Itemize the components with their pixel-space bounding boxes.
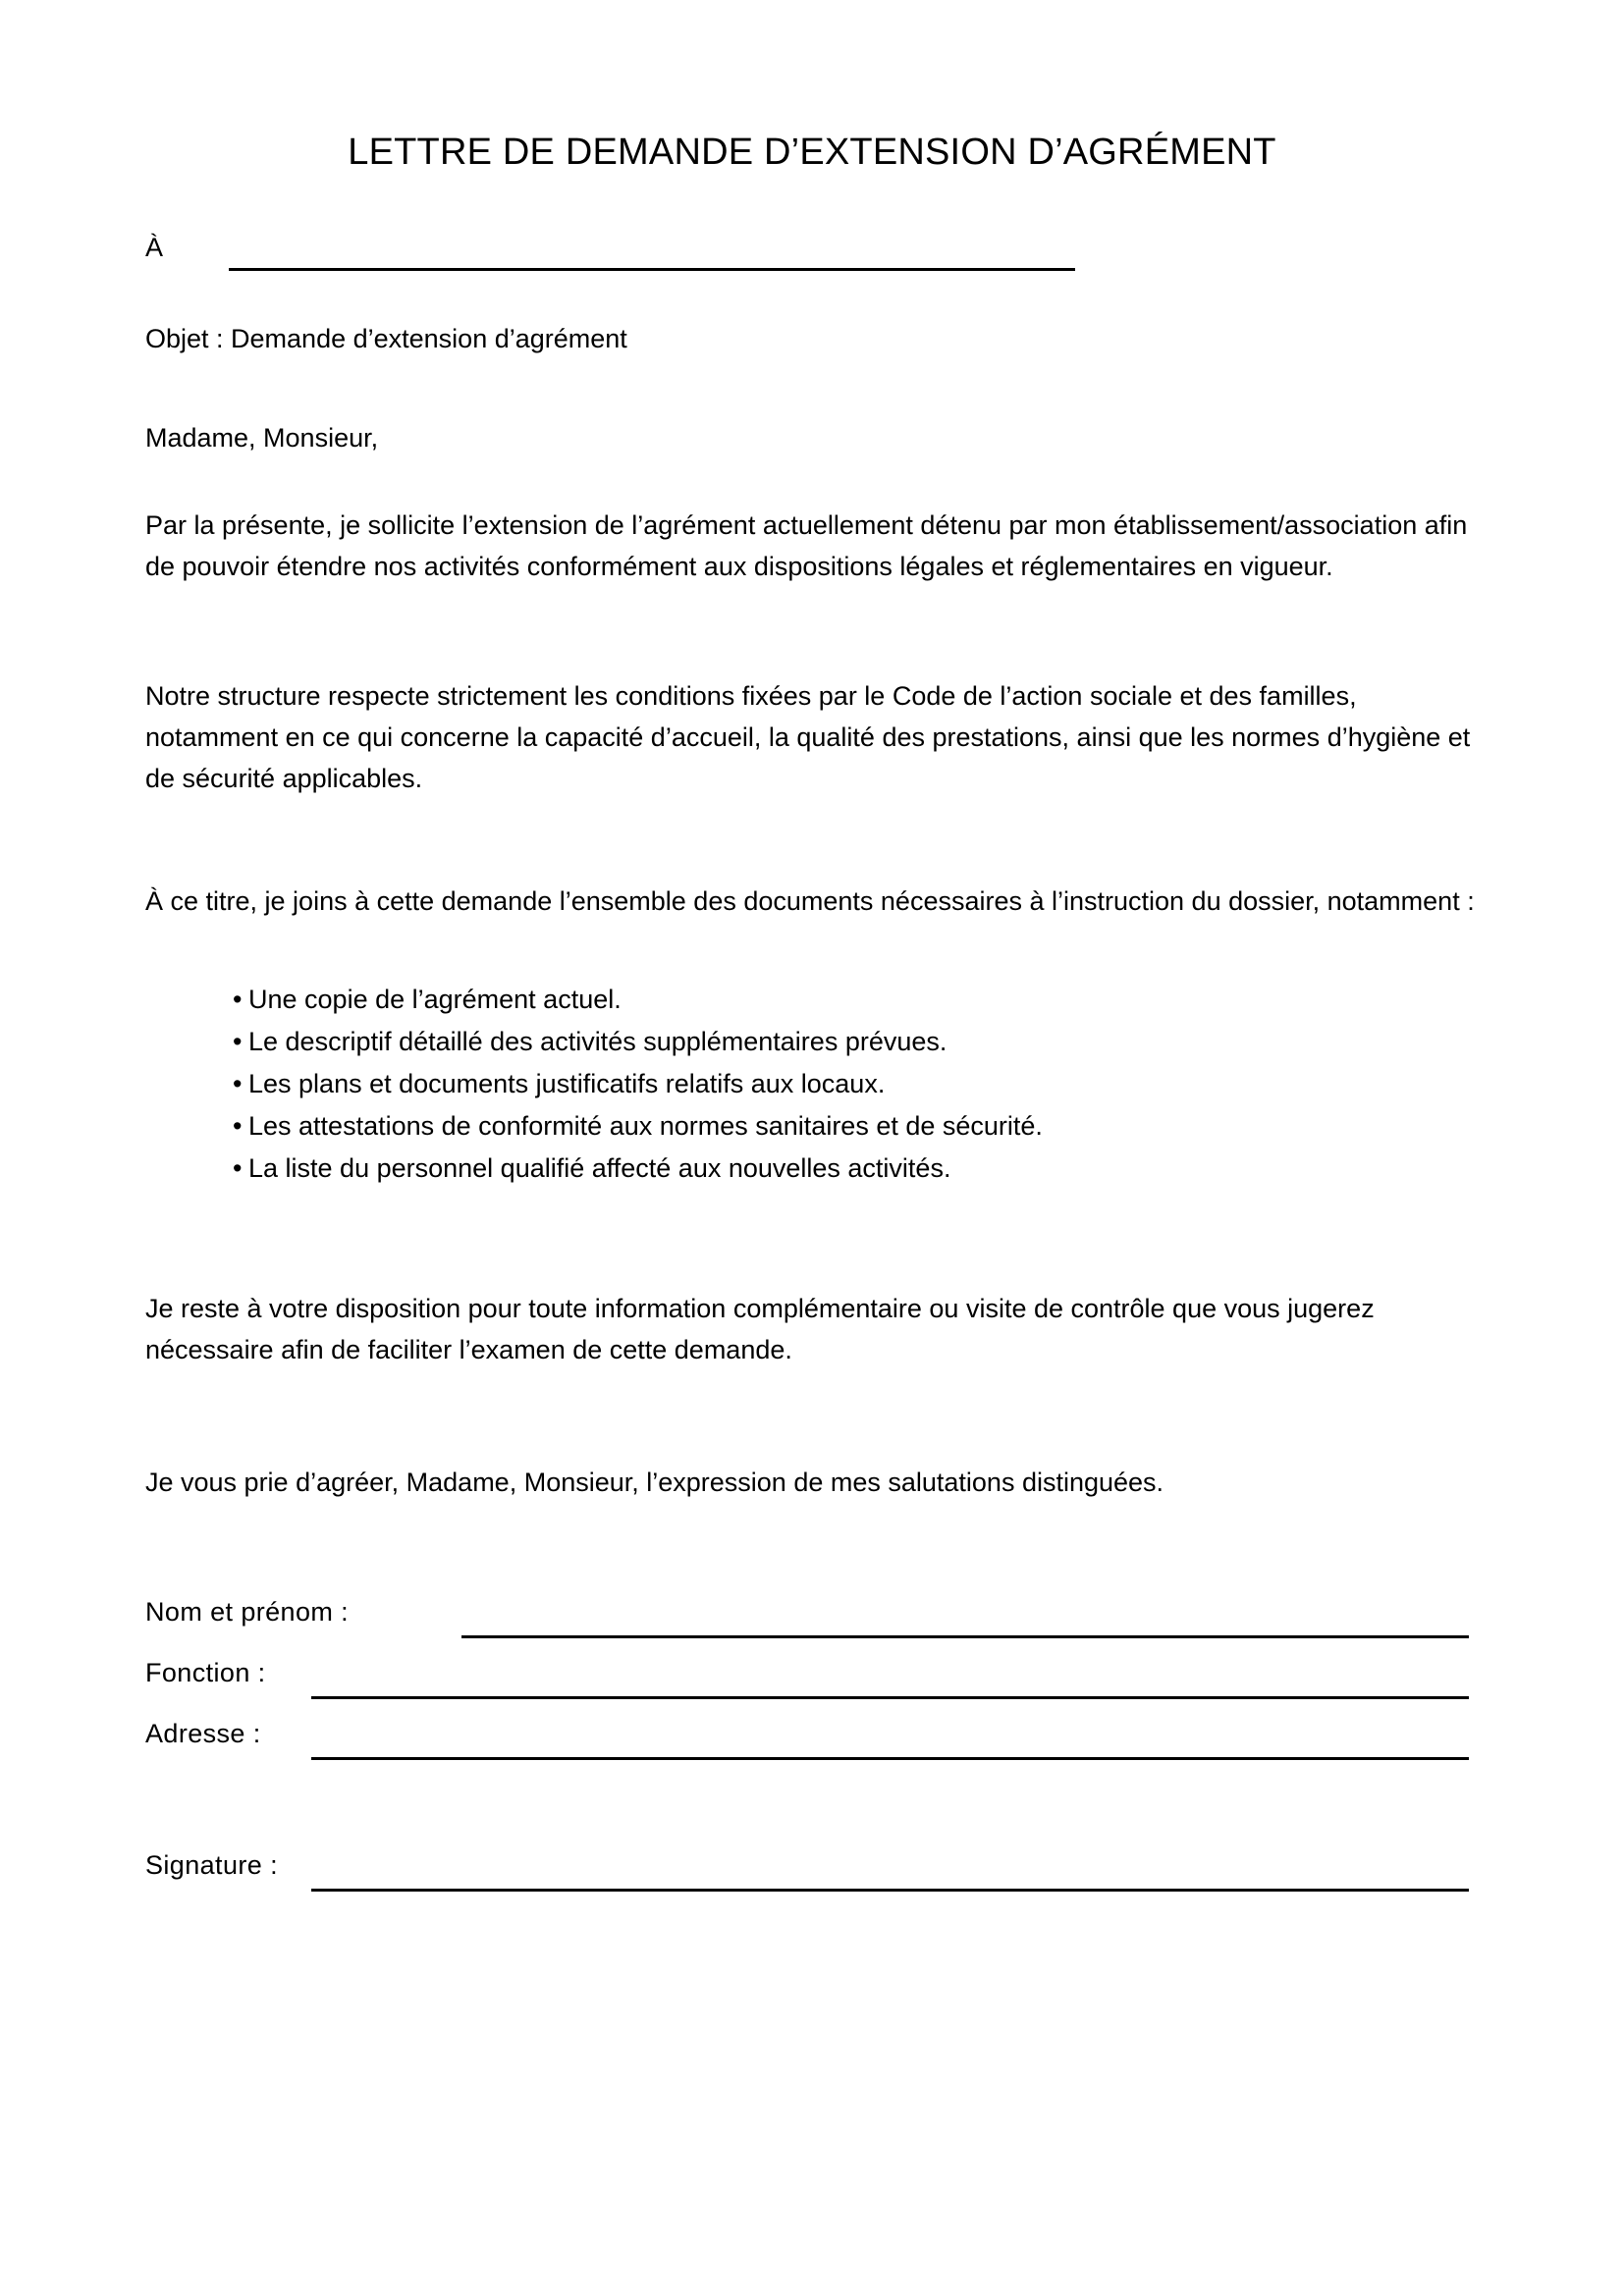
- bullet-dot-icon: •: [233, 985, 243, 1014]
- field-row-signature: [145, 1848, 1481, 1909]
- list-item: [233, 1063, 1411, 1105]
- list-item-label: Les plans et documents justificatifs relatifs aux locaux.: [248, 1069, 886, 1098]
- bullet-dot-icon: •: [233, 1069, 243, 1098]
- field-input-fonction[interactable]: [311, 1696, 1469, 1699]
- recipient-label: À: [145, 233, 164, 262]
- bullet-dot-icon: •: [233, 1111, 243, 1141]
- body-paragraph-3: À ce titre, je joins à cette demande l’ensemble des documents nécessaires à l’instruction du dossier, notamment :: [145, 886, 1475, 916]
- field-label-fonction: Fonction :: [145, 1658, 266, 1687]
- field-label-nom: Nom et prénom :: [145, 1597, 350, 1627]
- documents-list: [233, 979, 1411, 1190]
- field-label-signature: Signature :: [145, 1850, 278, 1880]
- signature-fields: [145, 1595, 1481, 1909]
- list-item-label: La liste du personnel qualifié affecté aux nouvelles activités.: [248, 1153, 951, 1183]
- list-item-label: Les attestations de conformité aux normes sanitaires et de sécurité.: [248, 1111, 1043, 1141]
- body-paragraph-2: Notre structure respecte strictement les conditions fixées par le Code de l’action sociale et des familles, notamment en ce qui concerne la capacité d’accueil, la qualité des prestations, ainsi que les normes d’hygiène et de sécurité applicables.: [145, 681, 1471, 793]
- field-row-nom: [145, 1595, 1481, 1656]
- subject-line: Objet : Demande d’extension d’agrément: [145, 324, 627, 353]
- field-label-adresse: Adresse :: [145, 1719, 261, 1748]
- list-item: [233, 1148, 1411, 1190]
- list-item: [233, 979, 1411, 1021]
- bullet-dot-icon: •: [233, 1027, 243, 1056]
- list-item: [233, 1021, 1411, 1063]
- field-input-signature[interactable]: [311, 1889, 1469, 1892]
- list-item: [233, 1105, 1411, 1148]
- list-item-label: Le descriptif détaillé des activités supplémentaires prévues.: [248, 1027, 947, 1056]
- field-row-fonction: [145, 1656, 1481, 1717]
- field-row-adresse: [145, 1717, 1481, 1778]
- field-input-nom[interactable]: [461, 1635, 1469, 1638]
- field-input-adresse[interactable]: [311, 1757, 1469, 1760]
- salutation: Madame, Monsieur,: [145, 423, 379, 453]
- page-title: LETTRE DE DEMANDE D’EXTENSION D’AGRÉMENT: [348, 132, 1276, 174]
- list-item-label: Une copie de l’agrément actuel.: [248, 985, 622, 1014]
- body-paragraph-5: Je vous prie d’agréer, Madame, Monsieur, l’expression de mes salutations distinguées.: [145, 1468, 1164, 1497]
- bullet-dot-icon: •: [233, 1153, 243, 1183]
- recipient-input-rule[interactable]: [229, 268, 1075, 271]
- body-paragraph-4: Je reste à votre disposition pour toute information complémentaire ou visite de contrôle que vous jugerez nécessaire afin de faciliter l’examen de cette demande.: [145, 1294, 1375, 1364]
- recipient-row: [145, 231, 1481, 278]
- body-paragraph-1: Par la présente, je sollicite l’extension de l’agrément actuellement détenu par mon établissement/association afin de pouvoir étendre nos activités conformément aux dispositions légales et réglementaires en vigueur.: [145, 510, 1468, 581]
